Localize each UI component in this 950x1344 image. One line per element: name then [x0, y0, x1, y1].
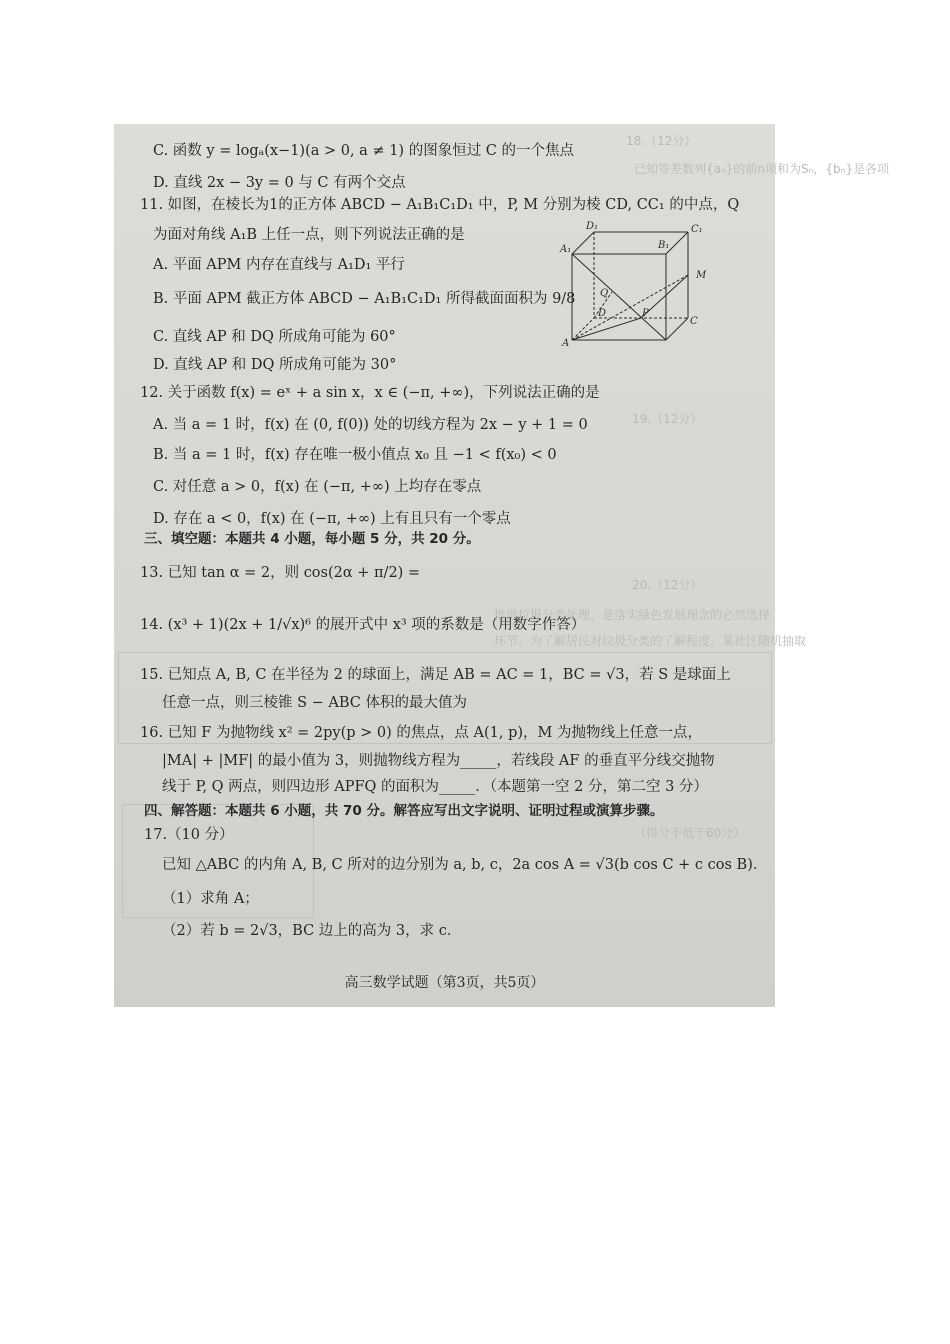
- question-16-line-3: 线于 P, Q 两点，则四边形 APFQ 的面积为_____．（本题第一空 2 分，第二空 3 分）: [162, 779, 708, 795]
- bleed-through-text: 推进垃圾分类处理，是落实绿色发展理念的必然选择: [494, 608, 771, 622]
- label-C: C: [690, 316, 698, 327]
- label-D: D: [598, 308, 607, 319]
- option-11b: B. 平面 APM 截正方体 ABCD − A₁B₁C₁D₁ 所得截面面积为 9/8: [153, 291, 576, 307]
- question-11-stem-cont: 为面对角线 A₁B 上任一点，则下列说法正确的是: [153, 227, 465, 243]
- label-A: A: [562, 338, 570, 349]
- question-17-header: 17.（10 分）: [144, 827, 234, 843]
- label-C1: C₁: [691, 224, 703, 235]
- option-10c: C. 函数 y = logₐ(x−1)(a > 0, a ≠ 1) 的图象恒过 C 的一个焦点: [153, 143, 575, 159]
- option-12c: C. 对任意 a > 0，f(x) 在 (−π, +∞) 上均存在零点: [153, 479, 482, 495]
- section-4-heading: 四、解答题：本题共 6 小题，共 70 分。解答应写出文字说明、证明过程或演算步骤。: [144, 803, 664, 819]
- label-M: M: [696, 270, 707, 281]
- question-13: 13. 已知 tan α = 2，则 cos(2α + π/2) =: [140, 565, 421, 581]
- page-footer: 高三数学试题（第3页，共5页）: [344, 975, 545, 991]
- label-D1: D₁: [586, 221, 599, 232]
- question-12-stem: 12. 关于函数 f(x) = eˣ + a sin x，x ∈ (−π, +∞)，下列说法正确的是: [140, 385, 600, 401]
- question-14: 14. (x³ + 1)(2x + 1/√x)⁶ 的展开式中 x³ 项的系数是（用数字作答）: [140, 617, 586, 633]
- option-10d: D. 直线 2x − 3y = 0 与 C 有两个交点: [153, 175, 406, 191]
- label-Q: Q: [600, 288, 609, 299]
- option-12b: B. 当 a = 1 时，f(x) 存在唯一极小值点 x₀ 且 −1 < f(x₀) < 0: [153, 447, 557, 463]
- bleed-through-text: 19.（12分）: [632, 412, 703, 426]
- scanned-page-photo: [114, 124, 890, 1007]
- question-17-part-2: （2）若 b = 2√3，BC 边上的高为 3，求 c．: [162, 923, 462, 939]
- cube-figure: [560, 220, 712, 348]
- section-3-heading: 三、填空题：本题共 4 小题，每小题 5 分，共 20 分。: [144, 531, 480, 547]
- label-P: P: [642, 308, 649, 319]
- option-11a: A. 平面 APM 内存在直线与 A₁D₁ 平行: [153, 257, 405, 273]
- bleed-through-text: 环节。为了解居民对垃圾分类的了解程度，某社区随机抽取: [494, 634, 807, 648]
- bleed-through-text: 18.（12分）: [626, 134, 697, 148]
- question-15-line-2: 任意一点，则三棱锥 S − ABC 体积的最大值为: [162, 695, 468, 711]
- option-12a: A. 当 a = 1 时，f(x) 在 (0, f(0)) 处的切线方程为 2x − y + 1 = 0: [153, 417, 588, 433]
- question-17-stem: 已知 △ABC 的内角 A, B, C 所对的边分别为 a, b, c，2a cos A = √3(b cos C + c cos B)．: [162, 857, 768, 873]
- bleed-through-text: 已知等差数列{aₙ}的前n项和为Sₙ，{bₙ}是各项: [634, 162, 890, 176]
- option-12d: D. 存在 a < 0，f(x) 在 (−π, +∞) 上有且只有一个零点: [153, 511, 511, 527]
- bleed-through-text: 20.（12分）: [632, 578, 703, 592]
- label-A1: A₁: [560, 244, 572, 255]
- question-17-part-1: （1）求角 A；: [162, 891, 259, 907]
- question-16-line-1: 16. 已知 F 为抛物线 x² = 2py(p > 0) 的焦点，点 A(1, p)，M 为抛物线上任意一点，: [140, 725, 702, 741]
- bleed-through-text: （得分不低于60分）: [634, 826, 746, 840]
- label-B1: B₁: [658, 240, 670, 251]
- option-11c: C. 直线 AP 和 DQ 所成角可能为 60°: [153, 329, 396, 345]
- question-11-stem: 11. 如图，在棱长为1的正方体 ABCD − A₁B₁C₁D₁ 中，P, M 分别为棱 CD, CC₁ 的中点，Q: [140, 197, 740, 213]
- question-15-line-1: 15. 已知点 A, B, C 在半径为 2 的球面上，满足 AB = AC = 1，BC = √3，若 S 是球面上: [140, 667, 731, 683]
- option-11d: D. 直线 AP 和 DQ 所成角可能为 30°: [153, 357, 397, 373]
- question-16-line-2: |MA| + |MF| 的最小值为 3，则抛物线方程为_____，若线段 AF 的垂直平分线交抛物: [162, 753, 715, 769]
